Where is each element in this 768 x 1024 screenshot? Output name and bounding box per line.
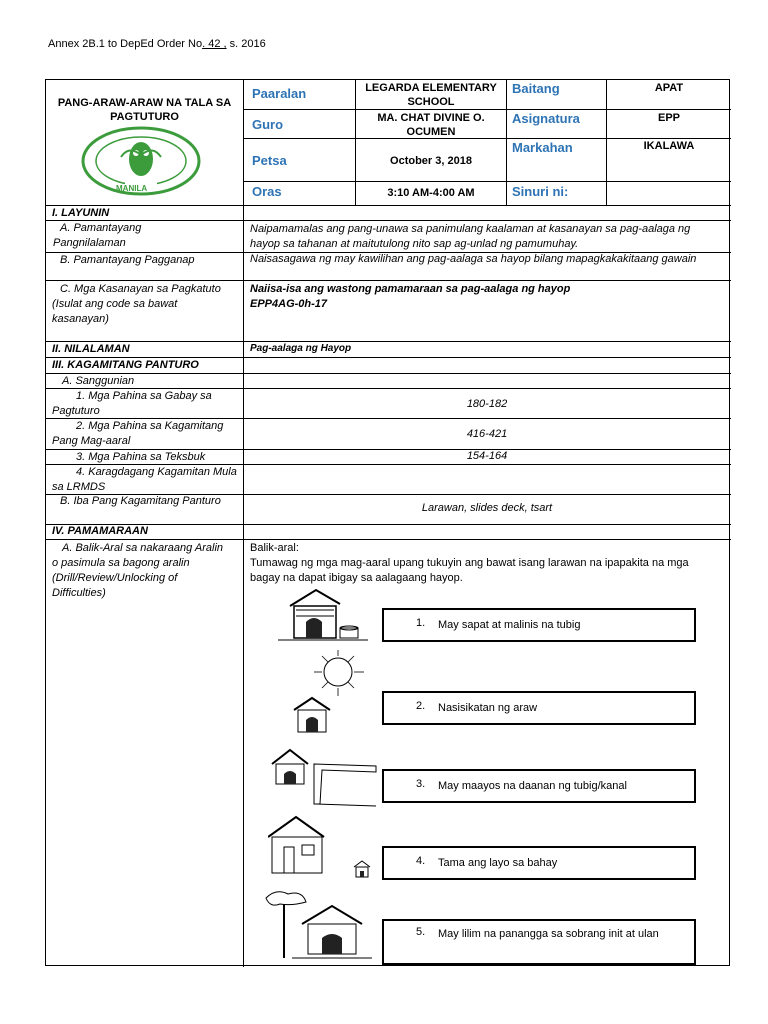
pamamaraan-heading: IV. PAMAMARAAN [52,525,148,537]
pamantayang-pangnilalaman-label: A. Pamantayang Pangnilalaman [53,222,142,249]
paaralan-label: Paaralan [252,86,307,101]
iba-pang-kagamitan-label: B. Iba Pang Kagamitang Panturo [60,495,221,507]
oras-value: 3:10 AM-4:00 AM [387,187,475,199]
kagamitan-heading: III. KAGAMITANG PANTURO [52,359,199,371]
document-title: PANG-ARAW-ARAW NA TALA SA PAGTUTURO [57,97,232,123]
teksbuk-label: 3. Mga Pahina sa Teksbuk [76,451,206,463]
review-item-2 [382,691,696,725]
review-item-number: 4. [416,855,426,867]
iba-pang-kagamitan-value: Larawan, slides deck, tsart [421,502,553,514]
kasanayan-code: EPP4AG-0h-17 [250,298,328,310]
markahan-value: IKALAWA [643,140,695,152]
pamantayang-pagganap-value: Naisasagawa ng may kawilihan ang pag-aalaga sa hayop bilang mapagkakakitaang gawain [250,253,697,265]
asignatura-label: Asignatura [512,111,580,126]
gabay-label: 1. Mga Pahina sa Gabay sa Pagtuturo [52,390,212,417]
sinuri-label: Sinuri ni: [512,184,569,199]
baitang-label: Baitang [512,81,560,96]
layunin-heading: I. LAYUNIN [52,207,110,219]
paaralan-value: LEGARDA ELEMENTARY SCHOOL [365,82,497,108]
oras-label: Oras [252,184,282,199]
doghouse-water-illustration [268,588,378,650]
sanggunian-label: A. Sanggunian [62,375,135,387]
baitang-value: APAT [654,82,684,94]
kagamitang-mag-aaral-value: 416-421 [466,428,508,440]
review-item-3 [382,769,696,803]
review-item-number: 1. [416,617,426,629]
kasanayan-value: Naiisa-isa ang wastong pamamaraan sa pag-aalaga ng hayop [250,283,571,295]
review-item-text: May sapat at malinis na tubig [438,619,581,631]
review-item-4 [382,846,696,880]
kasanayan-label: C. Mga Kasanayan sa Pagkatuto (Isulat ang code sa bawat kasanayan) [52,283,221,325]
balik-aral-label: A. Balik-Aral sa nakaraang Aralin o pasimula sa bagong aralin (Drill/Review/Unlocking of Difficulties) [52,542,224,599]
nilalaman-value: Pag-aalaga ng Hayop [250,343,352,354]
pamantayang-pangnilalaman-value: Naipamamalas ang pang-unawa sa panimulang kaalaman at kasanayan sa pag-aalaga ng hayop sa tahanan at maitutulong nito sap ag-unlad ng pamumuhay. [250,223,691,250]
lesson-plan-table [45,79,730,966]
asignatura-value: EPP [657,112,680,124]
review-item-text: May maayos na daanan ng tubig/kanal [438,780,627,792]
review-item-number: 3. [416,778,426,790]
balik-aral-instruction: Tumawag ng mga mag-aaral upang tukuyin ang bawat isang larawan na ipapakita na mga bagay na dapat ibigay sa aalagaang hayop. [250,557,689,584]
tree-doghouse-illustration [262,888,382,966]
lrmds-label: 4. Karagdagang Kagamitan Mula sa LRMDS [52,466,237,493]
review-item-text: Nasisikatan ng araw [438,702,538,714]
petsa-label: Petsa [252,153,287,168]
review-item-1 [382,608,696,642]
guro-label: Guro [252,117,284,132]
nilalaman-heading: II. NILALAMAN [52,343,130,355]
petsa-value: October 3, 2018 [390,155,472,167]
review-item-5 [382,919,696,965]
logo-text-bottom: MANILA [116,184,148,193]
teksbuk-value: 154-164 [466,450,508,462]
guro-value: MA. CHAT DIVINE O. OCUMEN [377,112,485,138]
review-item-text: Tama ang layo sa bahay [438,857,558,869]
doghouse-canal-illustration [264,744,384,816]
kagamitang-mag-aaral-label: 2. Mga Pahina sa Kagamitang Pang Mag-aaral [52,420,224,447]
sun-doghouse-illustration [268,648,398,738]
pamantayang-pagganap-label: B. Pamantayang Pagganap [60,254,195,266]
review-item-number: 2. [416,700,426,712]
markahan-label: Markahan [512,140,573,155]
review-item-number: 5. [416,926,426,938]
gabay-value: 180-182 [466,398,508,410]
house-distance-illustration [268,815,388,887]
annex-reference: Annex 2B.1 to DepEd Order No. 42 , s. 2016 [48,38,266,50]
review-item-text: May lilim na panangga sa sobrang init at ulan [438,928,659,940]
balik-aral-intro: Balik-aral: [250,542,299,554]
